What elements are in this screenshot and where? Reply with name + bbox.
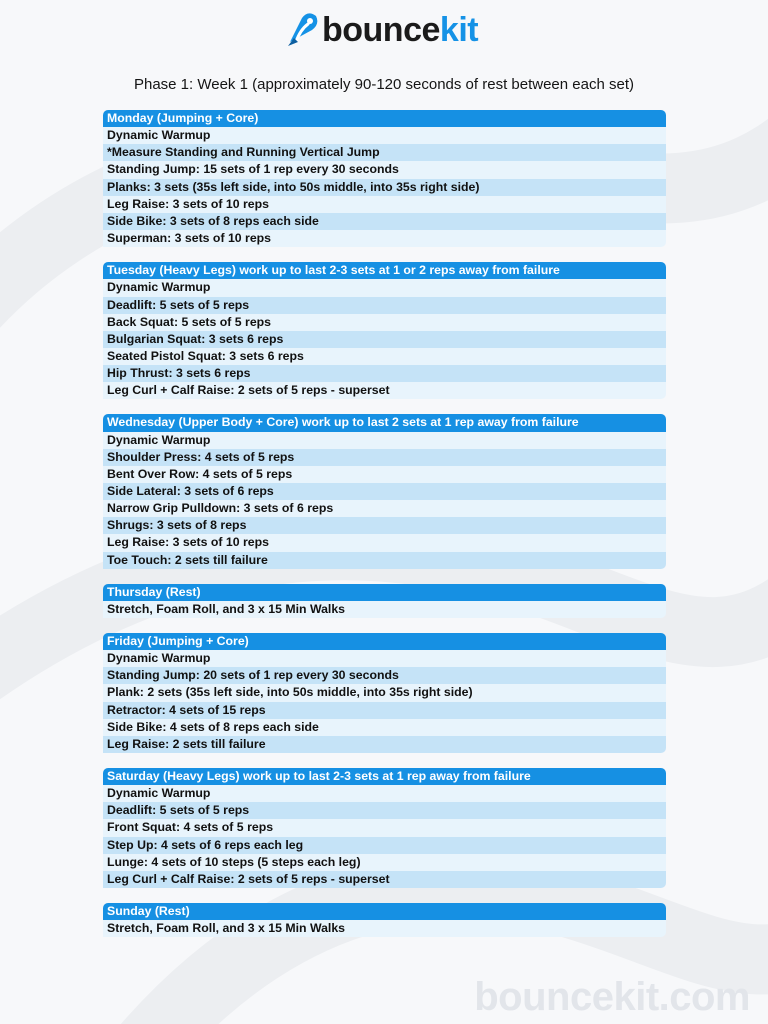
exercise-row: Dynamic Warmup xyxy=(103,650,666,667)
exercise-row: Plank: 2 sets (35s left side, into 50s middle, into 35s right side) xyxy=(103,684,666,701)
exercise-row: Retractor: 4 sets of 15 reps xyxy=(103,702,666,719)
rocket-icon xyxy=(286,12,320,48)
exercise-row: *Measure Standing and Running Vertical Jump xyxy=(103,144,666,161)
exercise-row: Leg Raise: 3 sets of 10 reps xyxy=(103,534,666,551)
exercise-row: Deadlift: 5 sets of 5 reps xyxy=(103,802,666,819)
exercise-row: Hip Thrust: 3 sets 6 reps xyxy=(103,365,666,382)
page-title: Phase 1: Week 1 (approximately 90-120 seconds of rest between each set) xyxy=(133,76,634,93)
exercise-row: Toe Touch: 2 sets till failure xyxy=(103,552,666,569)
day-header: Monday (Jumping + Core) xyxy=(103,110,666,127)
day-header: Saturday (Heavy Legs) work up to last 2-3 sets at 1 rep away from failure xyxy=(103,768,666,785)
exercise-row: Lunge: 4 sets of 10 steps (5 steps each leg) xyxy=(103,854,666,871)
day-header: Friday (Jumping + Core) xyxy=(103,633,666,650)
exercise-row: Dynamic Warmup xyxy=(103,279,666,296)
exercise-row: Leg Raise: 3 sets of 10 reps xyxy=(103,196,666,213)
exercise-row: Planks: 3 sets (35s left side, into 50s middle, into 35s right side) xyxy=(103,179,666,196)
brand-name-main: bounce xyxy=(322,11,440,49)
exercise-row: Stretch, Foam Roll, and 3 x 15 Min Walks xyxy=(103,920,666,937)
exercise-row: Standing Jump: 15 sets of 1 rep every 30 seconds xyxy=(103,161,666,178)
exercise-row: Leg Curl + Calf Raise: 2 sets of 5 reps - superset xyxy=(103,871,666,888)
exercise-row: Bulgarian Squat: 3 sets 6 reps xyxy=(103,331,666,348)
exercise-row: Front Squat: 4 sets of 5 reps xyxy=(103,819,666,836)
exercise-row: Leg Raise: 2 sets till failure xyxy=(103,736,666,753)
exercise-row: Shrugs: 3 sets of 8 reps xyxy=(103,517,666,534)
day-header: Tuesday (Heavy Legs) work up to last 2-3 sets at 1 or 2 reps away from failure xyxy=(103,262,666,279)
brand-logo xyxy=(286,12,478,48)
exercise-row: Stretch, Foam Roll, and 3 x 15 Min Walks xyxy=(103,601,666,618)
exercise-row: Step Up: 4 sets of 6 reps each leg xyxy=(103,837,666,854)
day-header: Wednesday (Upper Body + Core) work up to last 2 sets at 1 rep away from failure xyxy=(103,414,666,431)
day-section xyxy=(103,110,666,247)
brand-name-accent: kit xyxy=(439,11,479,49)
brand-name xyxy=(322,13,478,47)
exercise-row: Back Squat: 5 sets of 5 reps xyxy=(103,314,666,331)
exercise-row: Side Lateral: 3 sets of 6 reps xyxy=(103,483,666,500)
day-section xyxy=(103,903,666,937)
footer-watermark: bouncekit.com xyxy=(474,975,750,1019)
exercise-row: Side Bike: 3 sets of 8 reps each side xyxy=(103,213,666,230)
exercise-row: Side Bike: 4 sets of 8 reps each side xyxy=(103,719,666,736)
day-section xyxy=(103,584,666,618)
exercise-row: Dynamic Warmup xyxy=(103,432,666,449)
exercise-row: Bent Over Row: 4 sets of 5 reps xyxy=(103,466,666,483)
exercise-row: Superman: 3 sets of 10 reps xyxy=(103,230,666,247)
day-header: Sunday (Rest) xyxy=(103,903,666,920)
workout-schedule xyxy=(103,110,666,952)
exercise-row: Dynamic Warmup xyxy=(103,785,666,802)
exercise-row: Shoulder Press: 4 sets of 5 reps xyxy=(103,449,666,466)
exercise-row: Seated Pistol Squat: 3 sets 6 reps xyxy=(103,348,666,365)
exercise-row: Leg Curl + Calf Raise: 2 sets of 5 reps - superset xyxy=(103,382,666,399)
day-section xyxy=(103,414,666,568)
day-section xyxy=(103,633,666,753)
exercise-row: Deadlift: 5 sets of 5 reps xyxy=(103,297,666,314)
day-header: Thursday (Rest) xyxy=(103,584,666,601)
exercise-row: Narrow Grip Pulldown: 3 sets of 6 reps xyxy=(103,500,666,517)
exercise-row: Standing Jump: 20 sets of 1 rep every 30 seconds xyxy=(103,667,666,684)
exercise-row: Dynamic Warmup xyxy=(103,127,666,144)
day-section xyxy=(103,262,666,399)
day-section xyxy=(103,768,666,888)
